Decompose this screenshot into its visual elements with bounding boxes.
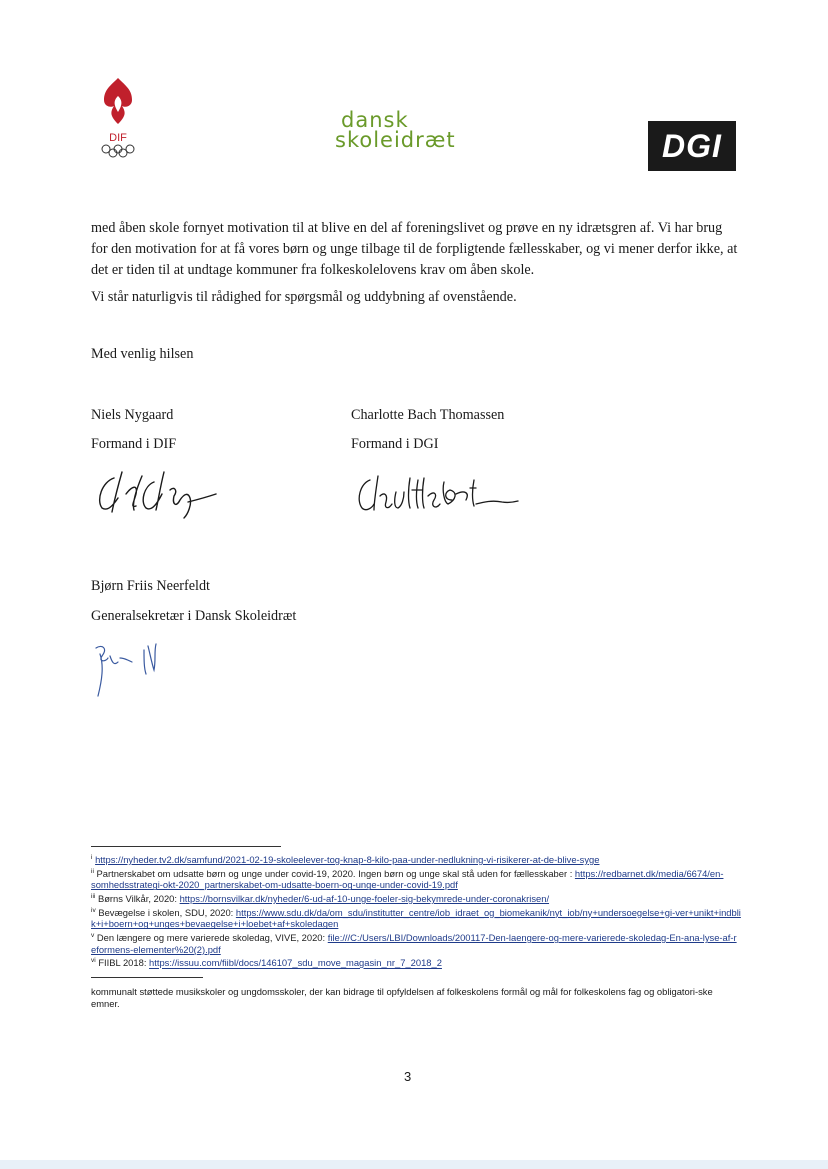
footnote-2-link[interactable]: https://redbarnet.dk/media/6674/en-somhedsstrategi-okt-2020_partnerskabet-om-udsatte-boern-og-unge-under-covid-19.pdf bbox=[91, 867, 724, 891]
dgi-logo: DGI bbox=[648, 121, 736, 171]
body-paragraph-2: Vi står naturligvis til rådighed for spørgsmål og uddybning af ovenstående. bbox=[91, 289, 517, 305]
footnote-3-text: Børns Vilkår, 2020: bbox=[97, 893, 180, 905]
signatory-2-name: Charlotte Bach Thomassen bbox=[351, 407, 505, 423]
dif-flame-icon bbox=[96, 76, 140, 136]
footnote-4 bbox=[91, 905, 741, 930]
footnote-2 bbox=[91, 866, 741, 891]
signatory-3-title: Generalsekretær i Dansk Skoleidræt bbox=[91, 608, 297, 624]
signatory-3-name: Bjørn Friis Neerfeldt bbox=[91, 578, 210, 594]
signature-niels-nygaard bbox=[92, 464, 222, 520]
footnote-1 bbox=[91, 852, 741, 866]
footnote-5-link[interactable]: file:///C:/Users/LBI/Downloads/200117-Den-laengere-og-mere-varierede-skoledag-En-ana-lyse-af-reformens-elementer%20(2).pdf bbox=[91, 932, 737, 955]
footnote-2-mark: ii bbox=[91, 867, 94, 875]
dansk-skoleidraet-logo bbox=[335, 108, 495, 164]
footnote-5 bbox=[91, 930, 741, 955]
body-paragraph-1: med åben skole fornyet motivation til at blive en del af foreningslivet og prøve en ny idrætsgren af. Vi har brug for den motivation for at få vores børn og unge tilbage til de forpligtende fællesskaber, og vi mener derfor ikke, at det er tiden til at undtage kommuner fra folkeskolelovens krav om åben skole. bbox=[91, 220, 738, 278]
footnote-separator bbox=[91, 846, 281, 847]
footnote-3-mark: iii bbox=[91, 893, 96, 901]
signatory-2-title: Formand i DGI bbox=[351, 436, 439, 452]
signatory-1-title: Formand i DIF bbox=[91, 436, 177, 452]
footnotes bbox=[91, 852, 741, 969]
signature-bjorn-friis-neerfeldt bbox=[88, 636, 168, 700]
footnote-6-text: FIIBL 2018: bbox=[98, 957, 150, 969]
footnote-1-link[interactable]: https://nyheder.tv2.dk/samfund/2021-02-19-skoleelever-tog-knap-8-kilo-paa-under-nedlukning-vi-risikerer-at-de-blive-syge bbox=[95, 854, 600, 866]
footnote-2-text: Partnerskabet om udsatte børn og unge under covid-19, 2020. Ingen børn og unge skal stå uden for fællesskaber : bbox=[96, 867, 575, 879]
footnote-4-text: Bevægelse i skolen, SDU, 2020: bbox=[98, 906, 236, 918]
page-number: 3 bbox=[404, 1069, 412, 1084]
footnote-3-link[interactable]: https://bornsvilkar.dk/nyheder/6-ud-af-10-unge-foeler-sig-bekymrede-under-coronakrisen/ bbox=[179, 893, 550, 905]
footnote-4-mark: iv bbox=[91, 906, 96, 914]
footnote-5-mark: v bbox=[91, 932, 95, 940]
dif-logo-text bbox=[96, 132, 140, 161]
skoleidraet-logo-line2: skoleidræt bbox=[335, 128, 456, 152]
greeting: Med venlig hilsen bbox=[91, 346, 194, 362]
footnote-5-text: Den længere og mere varierede skoledag, VIVE, 2020: bbox=[96, 932, 328, 944]
scan-bottom-edge bbox=[0, 1160, 828, 1169]
footnote-6-mark: vi bbox=[91, 957, 96, 965]
footnote-6 bbox=[91, 955, 741, 969]
continuation-separator bbox=[91, 977, 203, 978]
olympic-rings-icon bbox=[100, 144, 136, 158]
footnote-3 bbox=[91, 891, 741, 905]
signatory-1-name: Niels Nygaard bbox=[91, 407, 174, 423]
footnote-4-link[interactable]: https://www.sdu.dk/da/om_sdu/institutter_centre/iob_idraet_og_biomekanik/nyt_iob/ny+undersoegelse+gi-ver+unikt+indblik+i+boern+og+unges+bevaegelse+i+loebet+af+skoledagen bbox=[91, 906, 741, 930]
footnote-1-mark: i bbox=[91, 854, 93, 861]
footnote-6-link[interactable]: https://issuu.com/fiibl/docs/146107_sdu_move_magasin_nr_7_2018_2 bbox=[149, 957, 442, 969]
skoleidraet-logo-line1: dansk bbox=[341, 108, 409, 132]
continuation-note: kommunalt støttede musikskoler og ungdomsskoler, der kan bidrage til opfyldelsen af folkeskolens formål og mål for folkeskolens fag og obligatori-ske emner. bbox=[91, 986, 713, 1009]
signature-charlotte-bach-thomassen bbox=[352, 470, 522, 516]
dif-logo-label: DIF bbox=[109, 132, 127, 144]
